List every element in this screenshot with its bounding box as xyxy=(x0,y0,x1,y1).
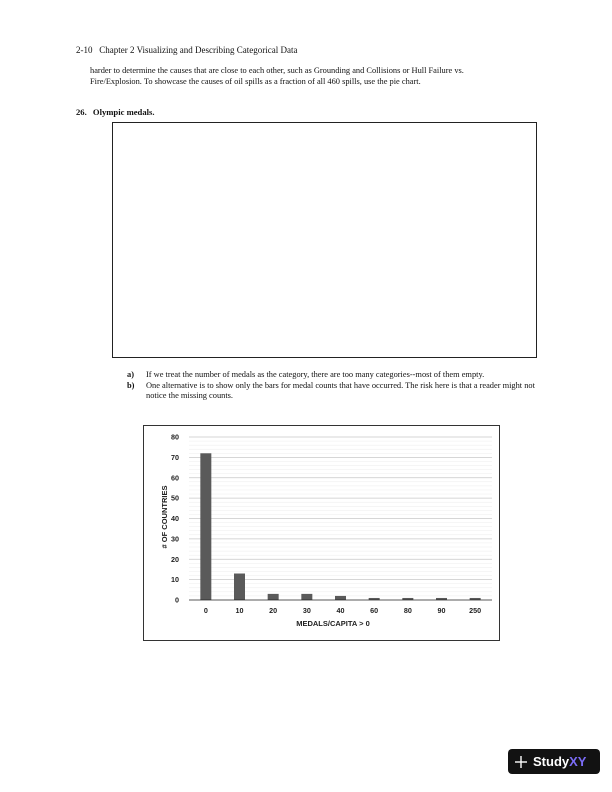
y-tick-label: 80 xyxy=(171,432,179,442)
y-tick-label: 30 xyxy=(171,534,179,544)
answer-list xyxy=(127,370,547,402)
intro-line-1: harder to determine the causes that are close to each other, such as Grounding and Collisions or Hull Failure vs. xyxy=(90,66,464,75)
chart-grid xyxy=(189,437,492,596)
y-tick-label: 40 xyxy=(171,514,179,523)
y-tick-label: 70 xyxy=(171,452,179,462)
bar xyxy=(234,574,245,600)
y-tick-label: 20 xyxy=(171,554,179,564)
bar-chart xyxy=(144,426,499,640)
x-tick-label: 250 xyxy=(469,606,482,615)
x-tick-label: 80 xyxy=(403,606,412,615)
page-reference: 2-10 xyxy=(76,45,93,55)
answer-item-b xyxy=(127,381,547,402)
badge-brand-main: Study xyxy=(533,754,570,769)
x-axis xyxy=(189,600,492,615)
y-axis xyxy=(171,433,179,605)
bar xyxy=(268,594,279,600)
y-tick-label: 0 xyxy=(175,595,179,605)
x-tick-label: 30 xyxy=(302,606,311,615)
page-header xyxy=(76,45,297,55)
badge-brand-accent: XY xyxy=(569,754,587,769)
bar xyxy=(335,596,346,600)
y-axis-label: # OF COUNTRIES xyxy=(160,485,169,549)
bar-chart-frame xyxy=(143,425,500,641)
studyxy-badge[interactable] xyxy=(508,749,600,774)
chapter-title: Chapter 2 Visualizing and Describing Categorical Data xyxy=(99,45,298,55)
intro-line-2: Fire/Explosion. To showcase the causes of oil spills as a fraction of all 460 spills, use the pie chart. xyxy=(90,77,421,86)
y-tick-label: 50 xyxy=(171,493,179,503)
answer-text: If we treat the number of medals as the category, there are too many categories--most of them empty. xyxy=(146,370,485,379)
y-tick-label: 10 xyxy=(171,575,179,585)
intro-paragraph xyxy=(90,65,550,87)
y-tick-label: 60 xyxy=(171,473,179,483)
answer-text: One alternative is to show only the bars for medal counts that have occurred. The risk here is that a reader might not notice the missing counts. xyxy=(146,380,535,400)
problem-title: Olympic medals. xyxy=(92,107,155,117)
blank-figure-box xyxy=(112,122,537,358)
answer-letter: b) xyxy=(127,380,135,390)
bar xyxy=(301,594,312,600)
plus-icon xyxy=(514,755,528,769)
x-tick-label: 10 xyxy=(235,606,244,615)
problem-number: 26. xyxy=(76,107,87,117)
x-tick-label: 0 xyxy=(203,606,208,615)
x-tick-label: 20 xyxy=(269,606,278,615)
x-tick-label: 40 xyxy=(336,606,345,615)
x-tick-label: 90 xyxy=(437,606,446,615)
answer-item-a xyxy=(127,370,547,381)
problem-heading xyxy=(76,107,155,117)
bar xyxy=(200,453,211,600)
answer-letter: a) xyxy=(127,370,134,379)
x-tick-label: 60 xyxy=(370,606,379,615)
x-axis-label: MEDALS/CAPITA > 0 xyxy=(296,619,370,628)
